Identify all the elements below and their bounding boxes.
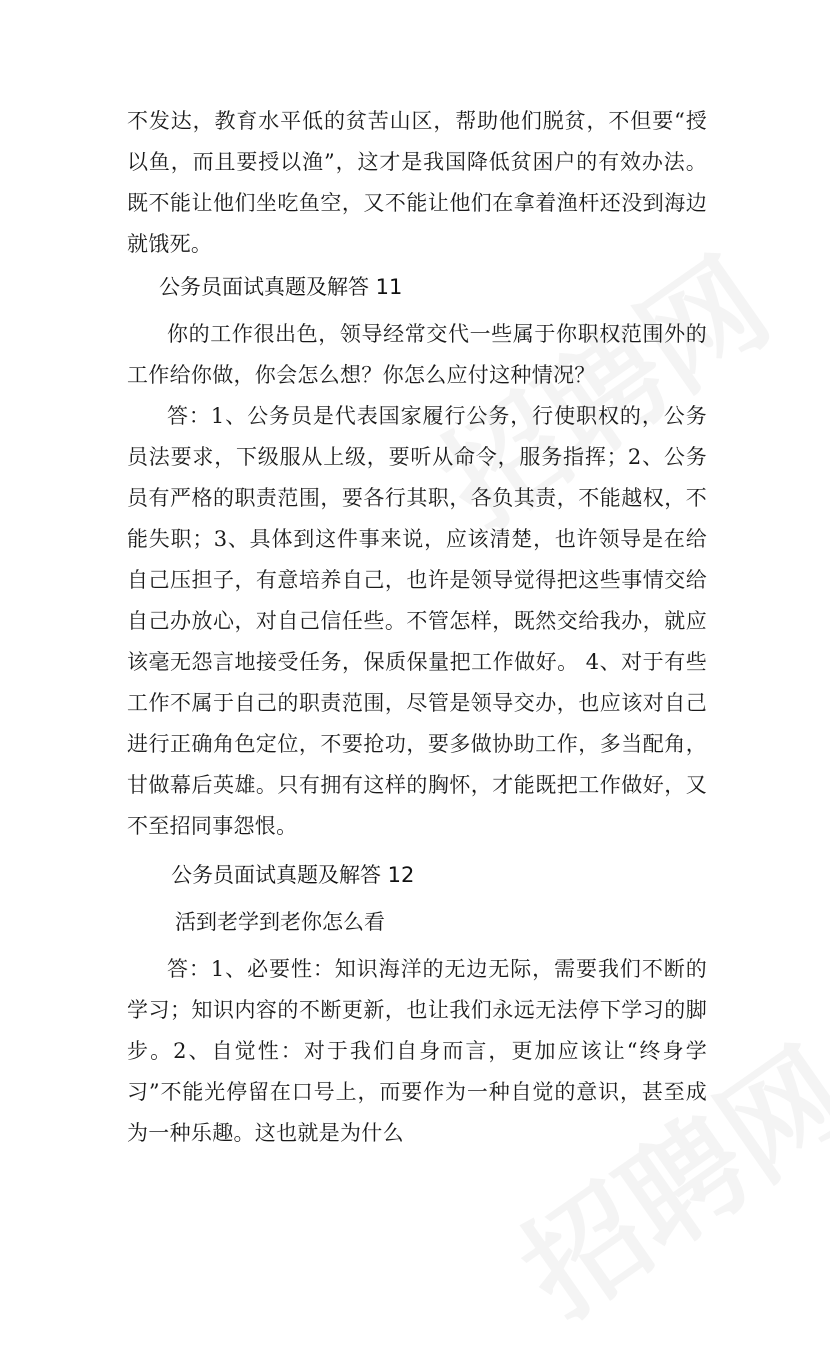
answer-11: 答：1、公务员是代表国家履行公务，行使职权的，公务员法要求，下级服从上级，要听从命令，服务指挥；2、公务员有严格的职责范围，要各行其职，各负其责，不能越权，不能失职；3、具体到这件事来说，应该清楚，也许领导是在给自己压担子，有意培养自己，也许是领导觉得把这些事情交给自己办放心，对自己信任些。不管怎样，既然交给我办，就应该毫无怨言地接受任务，保质保量把工作做好。 4、对于有些工作不属于自己的职责范围，尽管是领导交办，也应该对自己进行正确角色定位，不要抢功，要多做协助工作，多当配角，甘做幕后英雄。只有拥有这样的胸怀，才能既把工作做好，又不至招同事怨恨。 — [127, 404, 707, 838]
section-heading-12: 公务员面试真题及解答 12 — [171, 863, 415, 887]
answer-12: 答：1、必要性：知识海洋的无边无际，需要我们不断的学习；知识内容的不断更新，也让我们永远无法停下学习的脚步。2、自觉性：对于我们自身而言，更加应该让“终身学习”不能光停留在口号上，而要作为一种自觉的意识，甚至成为一种乐趣。这也就是为什么 — [127, 957, 707, 1145]
question-11: 你的工作很出色，领导经常交代一些属于你职权范围外的工作给你做，你会怎么想？你怎么应付这种情况？ — [127, 322, 707, 387]
document-body — [127, 101, 707, 1154]
section-heading-11: 公务员面试真题及解答 11 — [159, 275, 403, 299]
question-12: 活到老学到老你怎么看 — [175, 910, 385, 934]
intro-paragraph: 不发达，教育水平低的贫苦山区，帮助他们脱贫，不但要“授以鱼，而且要授以渔”，这才是我国降低贫困户的有效办法。既不能让他们坐吃鱼空，又不能让他们在拿着渔杆还没到海边就饿死。 — [127, 109, 707, 256]
